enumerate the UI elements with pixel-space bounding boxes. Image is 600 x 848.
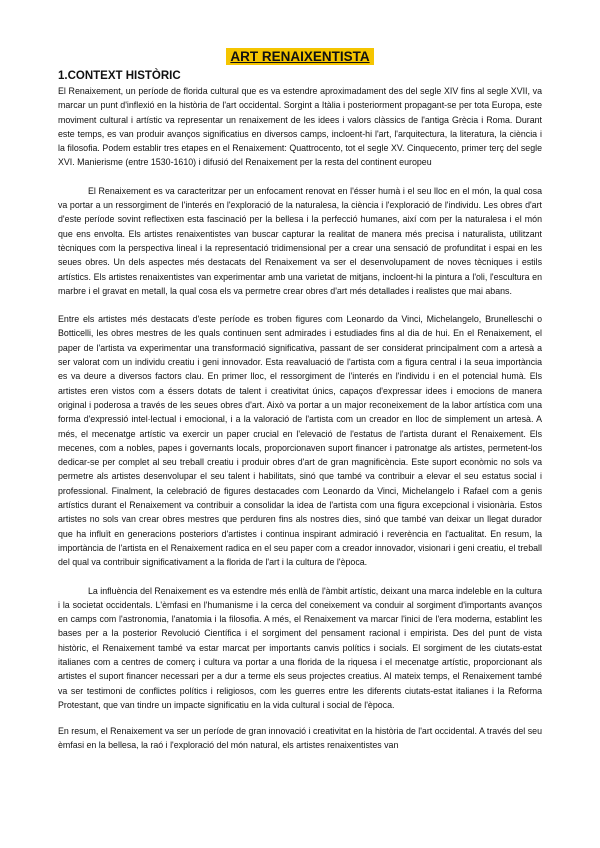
document-title: ART RENAIXENTISTA — [226, 48, 373, 65]
paragraph-influence: La influència del Renaixement es va estendre més enllà de l'àmbit artístic, deixant una marca indeleble en la cultura i la societat occidentals. L'èmfasi en l'humanisme i la cerca del coneixement va conduir al sorgiment d'importants avanços en camps com l'astronomia, l'anatomia i la filosofia. A més, el Renaixement va marcar l'inici de l'era moderna, establint les bases per a la posterior Revolució Científica i el sorgiment del pensament racional i empirista. Des del punt de vista històric, el Renaixement també va estar marcat per importants canvis polítics i socials. El sorgiment de les ciutats-estat italianes com a centres de comerç i cultura va portar a una florida de la riquesa i el mecenatge artístic, proporcionant als artistes el suport financer necessari per a dur a terme els seus projectes creatius. Al mateix temps, el Renaixement també va ser testimoni de conflictes polítics i religiosos, com les guerres entre les diferents ciutats-estat italianes i la Reforma Protestant, que van tindre un impacte significatiu en la vida cultural i social de l'època. — [58, 585, 542, 710]
paragraph-artists: Entre els artistes més destacats d'este període es troben figures com Leonardo da Vinci, Michelangelo, Brunelleschi o Botticelli, les obres mestres de les quals continuen sent admirades i estudiades fins al dia de hui. En el Renaixement, el paper de l'artista va experimentar una transformació significativa, passant de ser considerat principalment com a artesà a ser valorat com un individu creatiu i geni innovador. Esta reavaluació de l'artista com a figura central i la seua importància es va deure a diversos factors clau. En primer lloc, el ressorgiment de l'interés en l'individu i en el potencial humà. Els artistes eren vistos com a éssers dotats de talent i creativitat únics, capaços d'expressar idees i emocions de manera original i poderosa a través de les seues obres d'art. Això va portar a un major reconeixement de la labor artística com una forma d'expressió intel·lectual i emocional, i a la valoració de l'artista com un creador en lloc de simplement un artesà. A més, el mecenatge artístic va exercir un paper crucial en l'elevació de l'estatus de l'artista durant el Renaixement. Els mecenes, com a nobles, papes i governants locals, proporcionaven suport financer i patronatge als artistes, permetent-los dedicar-se per complet al seu treball creatiu i produir obres d'art de gran magnificència. Este suport econòmic no sols va permetre als artistes desenvolupar el seu talent i habilitats, sinó que també va contribuir a elevar el seu estatus social i professional. Finalment, la celebració de figures destacades com Leonardo da Vinci, Michelangelo i Rafael com a genis artístics durant el Renaixement va contribuir a consolidar la idea de l'artista com una figura excepcional i visionària. Estos artistes no sols van crear obres mestres que perduren fins als nostres dies, sinó que també van deixar un llegat durador que ha influït en generacions posteriors d'artistes i continua inspirant admiració i reverència en l'actualitat. En resum, la importància de l'artista en el Renaixement radica en el seu paper com a creador innovador, visionari i geni creatiu, el treball del qual va contribuir significativament a la florida de l'art i la cultura de l'època. — [58, 314, 542, 568]
paragraph-intro: El Renaixement, un període de florida cultural que es va estendre aproximadament des del segle XIV fins al segle XVII, va marcar un punt d'inflexió en la història de l'art occidental. Sorgint a Itàlia i posteriorment propagant-se per tota Europa, este moviment cultural i artístic va representar un renaixement de les idees i valors clàssics de l'antiga Grècia i Roma. Durant este temps, es van produir avanços significatius en diversos camps, incloent-hi l'art, l'arquitectura, la literatura, la ciència i la filosofia. Podem establir tres etapes en el Renaixement: Quattrocento, tot el segle XV. Cinquecento, primer terç del segle XVI. Manierisme (entre 1530-1610) i difusió del Renaixement per la resta del continent europeu — [58, 86, 542, 168]
paragraph-characteristics: El Renaixement es va caracteritzar per un enfocament renovat en l'ésser humà i el seu lloc en el món, la qual cosa va portar a un ressorgiment de l'interés en l'exploració de la naturalesa, la ciència i l'exploració de l'individu. Les obres d'art d'este període sovint reflectixen esta fascinació per la bellesa i la perfecció humanes, així com per la naturalesa i el món que ens envolta. Els artistes renaixentistes van buscar capturar la realitat de manera més precisa i naturalista, utilitzant tècniques com la perspectiva lineal i la representació tridimensional per a crear una sensació de profunditat i espai en les seues obres. Un dels aspectes més destacats del Renaixement va ser el desenvolupament de noves tècniques i estils artístics. Els artistes renaixentistes van experimentar amb una varietat de mitjans, incloent-hi la pintura a l'oli, l'escultura en marbre i el gravat en metall, la qual cosa els va permetre crear obres d'art més detallades i realistes que mai abans. — [58, 185, 542, 296]
title-wrap — [58, 48, 542, 66]
paragraph-summary: En resum, el Renaixement va ser un període de gran innovació i creativitat en la història de l'art occidental. A través del seu èmfasi en la bellesa, la raó i l'exploració del món natural, els artistes renaixentistes van — [58, 726, 542, 751]
section-heading: 1.CONTEXT HISTÒRIC — [58, 70, 181, 82]
